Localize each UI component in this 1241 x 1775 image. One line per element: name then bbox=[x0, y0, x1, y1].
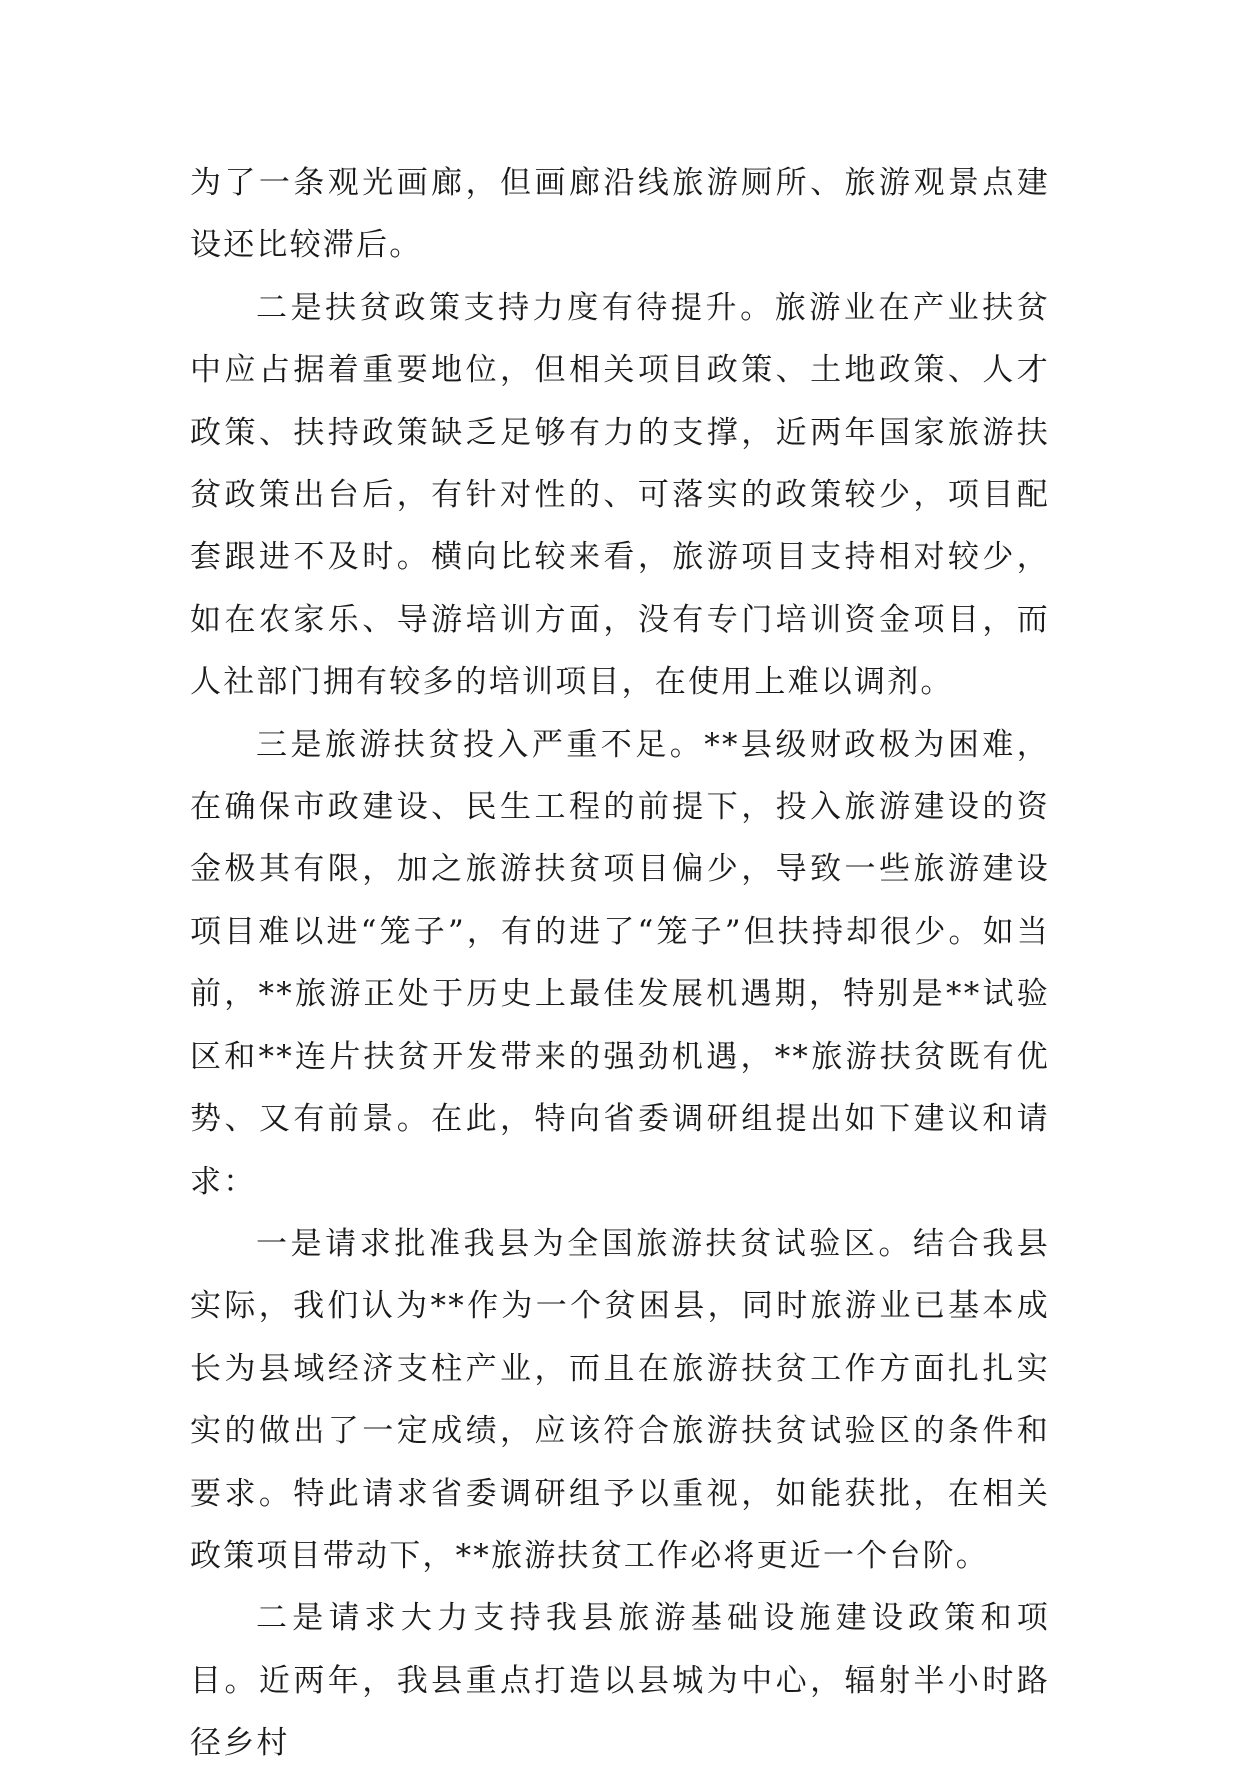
paragraph-request-pilot-zone: 一是请求批准我县为全国旅游扶贫试验区。结合我县实际，我们认为**作为一个贫困县，同时旅游业已基本成长为县域经济支柱产业，而且在旅游扶贫工作方面扎扎实实的做出了一定成绩，应该符合旅游扶贫试验区的条件和要求。特此请求省委调研组予以重视，如能获批，在相关政策项目带动下，**旅游扶贫工作必将更近一个台阶。 bbox=[190, 1225, 1050, 1574]
paragraph-policy-support: 二是扶贫政策支持力度有待提升。旅游业在产业扶贫中应占据着重要地位，但相关项目政策、土地政策、人才政策、扶持政策缺乏足够有力的支撑，近两年国家旅游扶贫政策出台后，有针对性的、可落实的政策较少，项目配套跟进不及时。横向比较来看，旅游项目支持相对较少，如在农家乐、导游培训方面，没有专门培训资金项目，而人社部门拥有较多的培训项目，在使用上难以调剂。 bbox=[190, 289, 1050, 701]
document-body bbox=[190, 152, 1050, 1775]
paragraph-continued: 为了一条观光画廊，但画廊沿线旅游厕所、旅游观景点建设还比较滞后。 bbox=[190, 165, 1050, 264]
paragraph-request-infrastructure: 二是请求大力支持我县旅游基础设施建设政策和项目。近两年，我县重点打造以县城为中心，辐射半小时路径乡村 bbox=[190, 1600, 1050, 1762]
paragraph-investment-shortage: 三是旅游扶贫投入严重不足。**县级财政极为困难，在确保市政建设、民生工程的前提下，投入旅游建设的资金极其有限，加之旅游扶贫项目偏少，导致一些旅游建设项目难以进“笼子”，有的进了“笼子”但扶持却很少。如当前，**旅游正处于历史上最佳发展机遇期，特别是**试验区和**连片扶贫开发带来的强劲机遇，**旅游扶贫既有优势、又有前景。在此，特向省委调研组提出如下建议和请求： bbox=[190, 726, 1050, 1200]
